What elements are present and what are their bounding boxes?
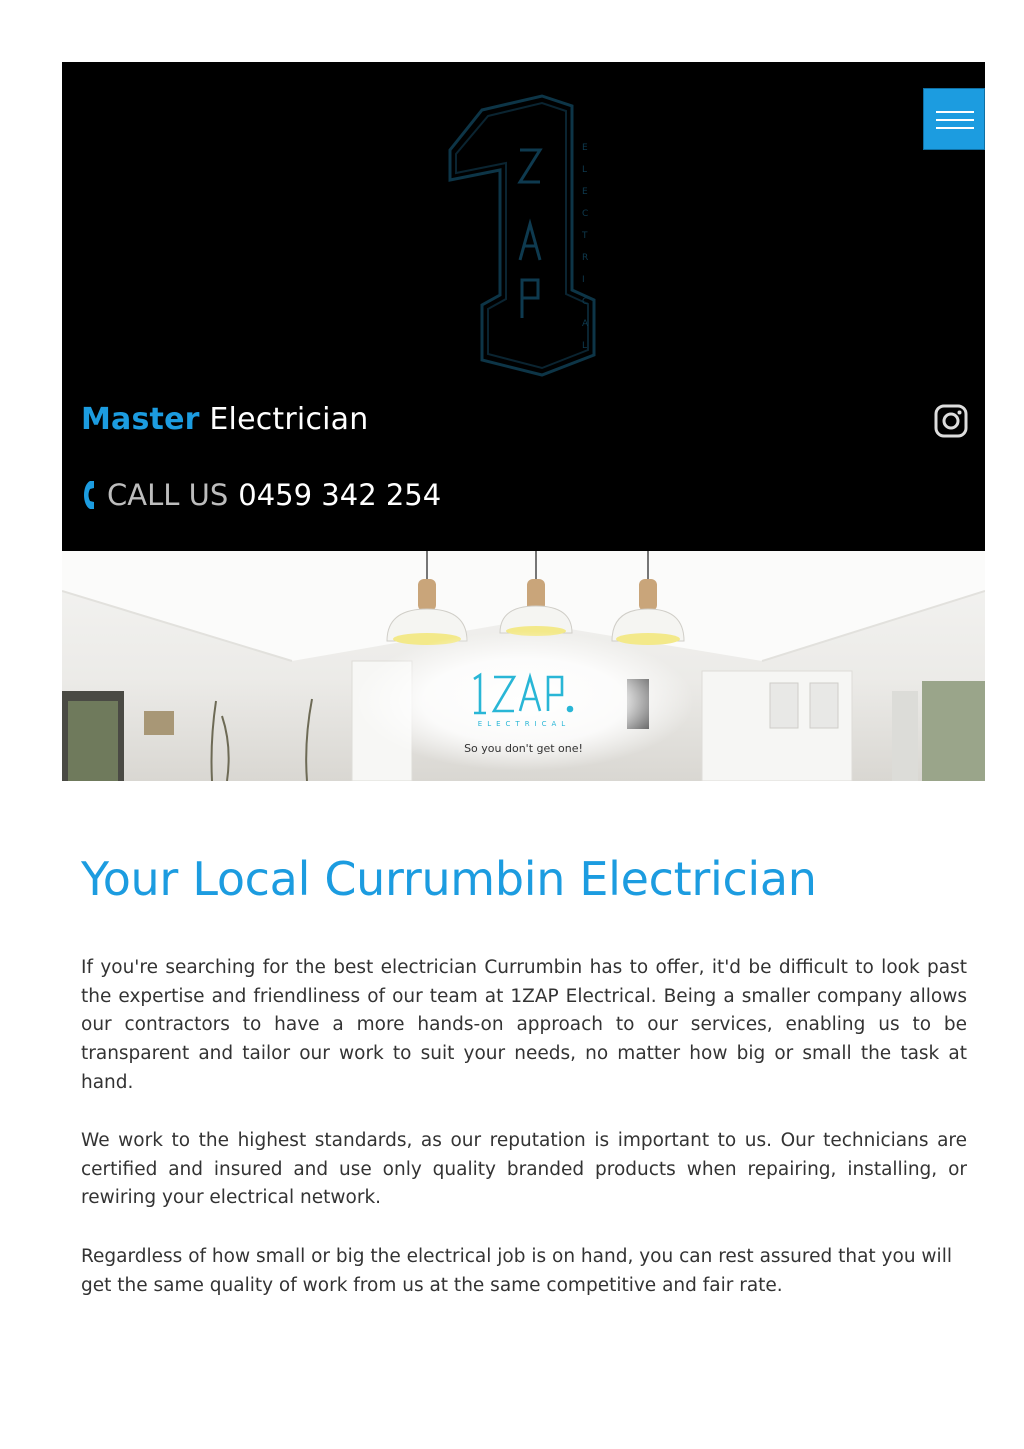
svg-text:T: T — [582, 231, 588, 241]
svg-text:E: E — [582, 143, 588, 153]
svg-text:R: R — [582, 253, 589, 263]
banner-logo-sub: ELECTRICAL — [477, 720, 571, 728]
svg-text:L: L — [582, 165, 588, 175]
paragraph-intro: If you're searching for the best electrician Currumbin has to offer, it'd be difficult to look past the expertise and friendliness of our team at 1ZAP Electrical. Being a smaller company allows our contractors to have a more hands-on approach to our services, enabling us to be transparent and tailor our work to suit your needs, no matter how big or small the task at hand. — [81, 957, 967, 1093]
instagram-icon[interactable] — [934, 404, 968, 438]
1zap-neon-logo — [442, 90, 612, 380]
svg-text:C: C — [582, 209, 589, 219]
header-tagline — [81, 402, 368, 437]
call-label: CALL US — [107, 478, 229, 512]
hero-banner — [62, 551, 985, 781]
phone-number[interactable]: 0459 342 254 — [238, 478, 442, 512]
hamburger-menu-icon — [936, 111, 974, 113]
paragraph-quality: Regardless of how small or big the electrical job is on hand, you can rest assured that you will get the same quality of work from us at the same competitive and fair rate. — [81, 1246, 952, 1296]
page-heading: Your Local Currumbin Electrician — [81, 852, 817, 906]
tagline-rest: Electrician — [199, 402, 369, 437]
phone-icon — [81, 479, 95, 511]
svg-text:I: I — [582, 275, 585, 285]
svg-text:A: A — [582, 319, 589, 329]
paragraph-standards: We work to the highest standards, as our reputation is important to us. Our technicians are certified and insured and use only quality branded products when repairing, installing, or rewiring your electrical network. — [81, 1130, 967, 1209]
banner-tagline: So you don't get one! — [464, 742, 583, 755]
site-header — [62, 62, 985, 551]
call-us-link[interactable] — [81, 478, 441, 512]
svg-text:C: C — [582, 297, 589, 307]
tagline-accent: Master — [81, 402, 200, 437]
svg-text:L: L — [582, 341, 588, 351]
menu-button[interactable] — [923, 88, 985, 150]
svg-text:E: E — [582, 187, 588, 197]
